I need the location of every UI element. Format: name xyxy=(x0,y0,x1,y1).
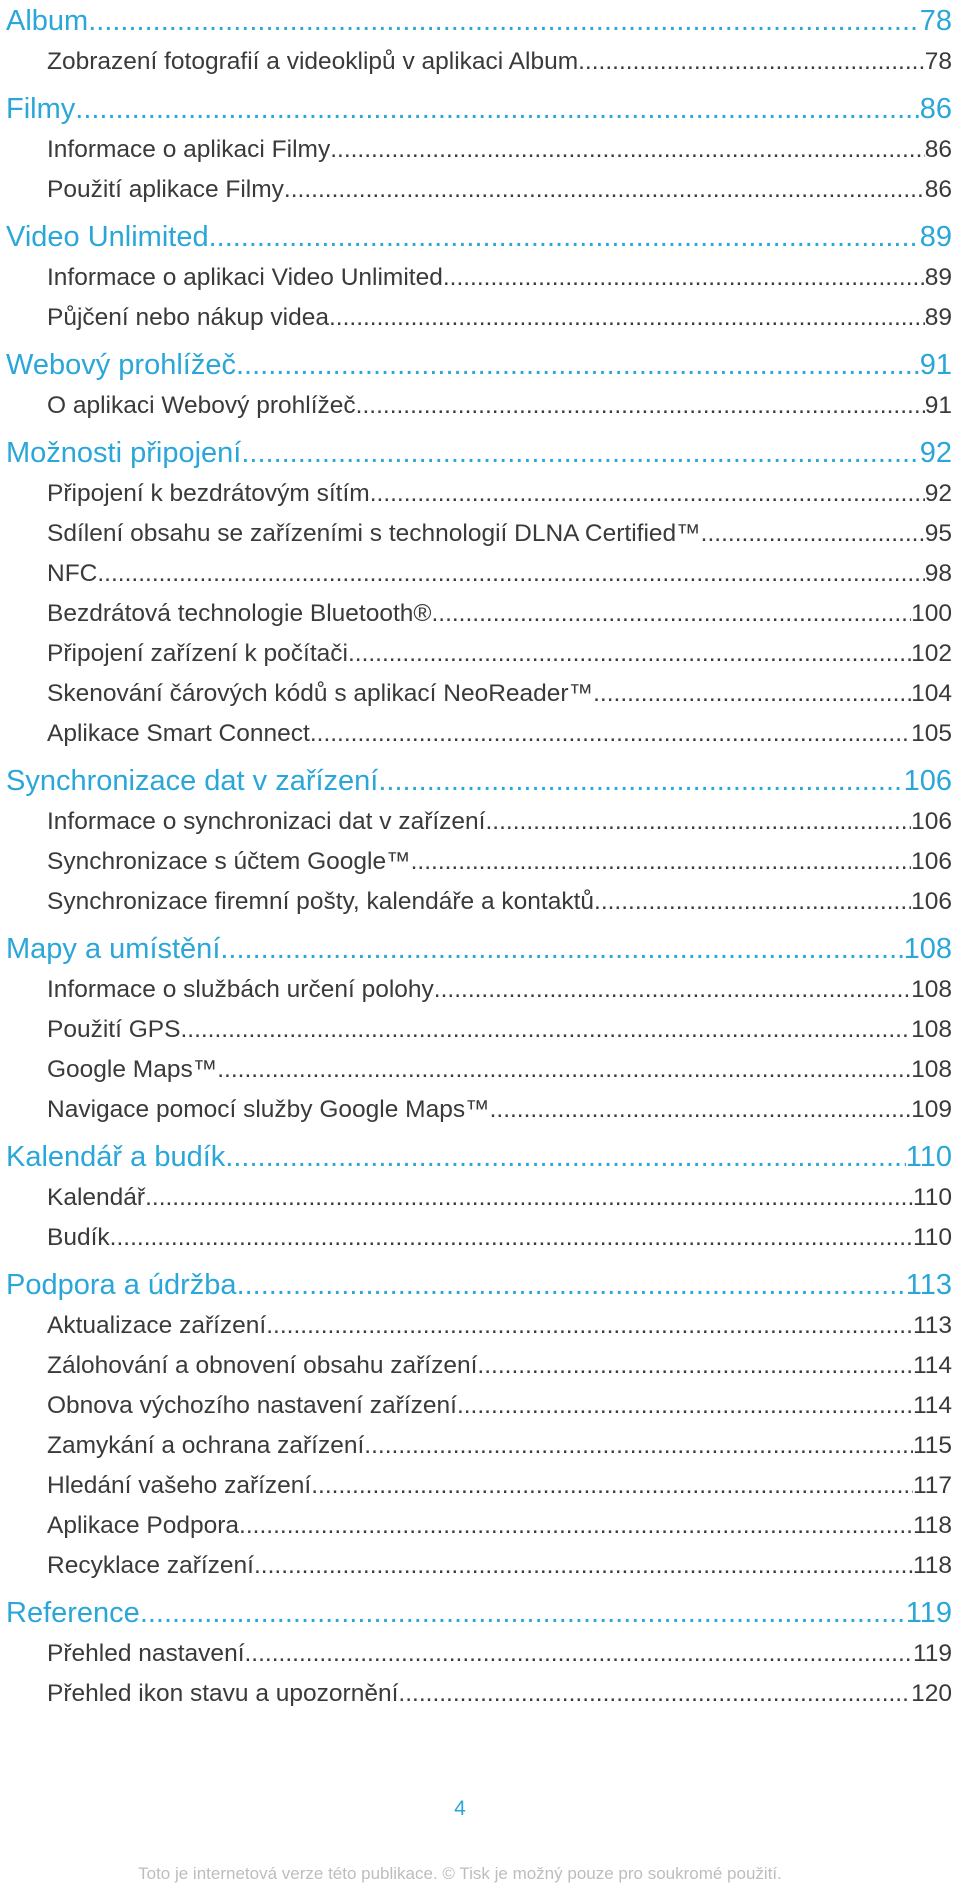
toc-subsection-entry[interactable] xyxy=(6,474,952,514)
dot-leader xyxy=(266,1306,913,1346)
toc-section-title: Reference xyxy=(6,1597,140,1629)
page-ref: 92 xyxy=(919,437,952,469)
toc-subsection-entry[interactable] xyxy=(6,1346,952,1386)
toc-subsection-entry[interactable] xyxy=(6,42,952,82)
toc-subsection-title: Sdílení obsahu se zařízeními s technologií DLNA Certified™ xyxy=(47,520,701,547)
page-ref: 108 xyxy=(911,1016,952,1043)
toc-subsection-entry[interactable] xyxy=(6,1010,952,1050)
toc-subsection-title: Obnova výchozího nastavení zařízení xyxy=(47,1392,457,1419)
toc-section-entry[interactable] xyxy=(6,432,952,474)
page-ref: 114 xyxy=(912,1392,952,1419)
page-ref: 119 xyxy=(905,1597,952,1629)
dot-leader xyxy=(431,594,911,634)
page-ref: 117 xyxy=(912,1472,952,1499)
dot-leader xyxy=(254,1546,913,1586)
page-ref: 106 xyxy=(911,808,952,835)
toc-section-entry[interactable] xyxy=(6,1136,952,1178)
page-ref: 108 xyxy=(911,1056,952,1083)
toc-subsection-entry[interactable] xyxy=(6,1466,952,1506)
toc-subsection-title: Přehled nastavení xyxy=(47,1640,245,1667)
toc-subsection-title: Informace o aplikaci Filmy xyxy=(47,136,331,163)
page-ref: 104 xyxy=(911,680,952,707)
toc-subsection-title: Zamykání a ochrana zařízení xyxy=(47,1432,365,1459)
toc-subsection-entry[interactable] xyxy=(6,1506,952,1546)
toc-section-entry[interactable] xyxy=(6,1264,952,1306)
dot-leader xyxy=(364,1426,913,1466)
toc-subsection-entry[interactable] xyxy=(6,170,952,210)
toc-subsection-entry[interactable] xyxy=(6,258,952,298)
dot-leader xyxy=(443,258,925,298)
toc-subsection-entry[interactable] xyxy=(6,594,952,634)
page-ref: 110 xyxy=(905,1141,952,1173)
page-ref: 108 xyxy=(911,976,952,1003)
toc-section-title: Album xyxy=(6,5,89,37)
dot-leader xyxy=(180,1010,911,1050)
toc-subsection-title: Hledání vašeho zařízení xyxy=(47,1472,312,1499)
dot-leader xyxy=(140,1592,906,1634)
toc-subsection-title: Připojení k bezdrátovým sítím xyxy=(47,480,370,507)
toc-subsection-title: Informace o službách určení polohy xyxy=(47,976,434,1003)
toc-subsection-entry[interactable] xyxy=(6,1090,952,1130)
toc-subsection-title: Navigace pomocí služby Google Maps™ xyxy=(47,1096,490,1123)
page-ref: 105 xyxy=(911,720,952,747)
toc-subsection-title: Použití aplikace Filmy xyxy=(47,176,284,203)
toc-subsection-title: O aplikaci Webový prohlížeč xyxy=(47,392,356,419)
dot-leader xyxy=(88,0,920,42)
toc-subsection-entry[interactable] xyxy=(6,1386,952,1426)
dot-leader xyxy=(485,802,911,842)
page-ref: 89 xyxy=(924,264,952,291)
page-ref: 92 xyxy=(924,480,952,507)
page-ref: 106 xyxy=(911,848,952,875)
toc-subsection-title: Google Maps™ xyxy=(47,1056,218,1083)
dot-leader xyxy=(330,130,925,170)
toc-section-title: Možnosti připojení xyxy=(6,437,242,469)
dot-leader xyxy=(578,42,925,82)
toc-subsection-entry[interactable] xyxy=(6,1546,952,1586)
dot-leader xyxy=(370,474,925,514)
dot-leader xyxy=(245,1634,913,1674)
toc-subsection-title: Aktualizace zařízení xyxy=(47,1312,267,1339)
dot-leader xyxy=(434,970,911,1010)
toc-subsection-entry[interactable] xyxy=(6,1306,952,1346)
dot-leader xyxy=(75,88,919,130)
dot-leader xyxy=(220,928,903,970)
toc-subsection-entry[interactable] xyxy=(6,1634,952,1674)
page-ref: 120 xyxy=(911,1680,952,1707)
toc-subsection-entry[interactable] xyxy=(6,1050,952,1090)
toc-section-entry[interactable] xyxy=(6,0,952,42)
toc-subsection-title: Informace o synchronizaci dat v zařízení xyxy=(47,808,486,835)
toc-subsection-title: Zobrazení fotografií a videoklipů v aplikaci Album xyxy=(47,48,579,75)
dot-leader xyxy=(593,674,911,714)
toc-subsection-entry[interactable] xyxy=(6,842,952,882)
page-ref: 95 xyxy=(924,520,952,547)
toc-subsection-title: NFC xyxy=(47,560,98,587)
dot-leader xyxy=(701,514,925,554)
toc-subsection-entry[interactable] xyxy=(6,714,952,754)
dot-leader xyxy=(209,216,920,258)
page-ref: 89 xyxy=(919,221,952,253)
toc-subsection-title: Synchronizace firemní pošty, kalendáře a kontaktů xyxy=(47,888,595,915)
toc-subsection-entry[interactable] xyxy=(6,386,952,426)
dot-leader xyxy=(217,1050,911,1090)
toc-subsection-entry[interactable] xyxy=(6,554,952,594)
toc-section-entry[interactable] xyxy=(6,1592,952,1634)
dot-leader xyxy=(477,1346,913,1386)
toc-subsection-entry[interactable] xyxy=(6,634,952,674)
footer-note: Toto je internetová verze této publikace. © Tisk je možný pouze pro soukromé použití. xyxy=(138,1864,782,1883)
toc-subsection-title: Informace o aplikaci Video Unlimited xyxy=(47,264,443,291)
page-ref: 118 xyxy=(912,1552,952,1579)
dot-leader xyxy=(356,386,925,426)
page-ref: 110 xyxy=(912,1224,952,1251)
page-ref: 113 xyxy=(912,1312,952,1339)
dot-leader xyxy=(398,1674,911,1714)
page-ref: 106 xyxy=(903,765,952,797)
page-ref: 91 xyxy=(919,349,952,381)
toc-section-entry[interactable] xyxy=(6,88,952,130)
toc-subsection-entry[interactable] xyxy=(6,1426,952,1466)
page-ref: 106 xyxy=(911,888,952,915)
dot-leader xyxy=(241,432,919,474)
toc-section-title: Video Unlimited xyxy=(6,221,209,253)
dot-leader xyxy=(310,714,911,754)
dot-leader xyxy=(225,1136,905,1178)
toc-subsection-title: Bezdrátová technologie Bluetooth® xyxy=(47,600,432,627)
page-ref: 110 xyxy=(912,1184,952,1211)
toc-subsection-title: Recyklace zařízení xyxy=(47,1552,254,1579)
page-ref: 78 xyxy=(919,5,952,37)
page-ref: 91 xyxy=(924,392,952,419)
toc-section-entry[interactable] xyxy=(6,928,952,970)
dot-leader xyxy=(145,1178,913,1218)
page-ref: 115 xyxy=(912,1432,952,1459)
dot-leader xyxy=(594,882,911,922)
toc-subsection-entry[interactable] xyxy=(6,1674,952,1714)
dot-leader xyxy=(490,1090,912,1130)
toc-subsection-title: Synchronizace s účtem Google™ xyxy=(47,848,411,875)
page-ref: 108 xyxy=(903,933,952,965)
toc-subsection-entry[interactable] xyxy=(6,514,952,554)
toc-subsection-title: Skenování čárových kódů s aplikací NeoReader™ xyxy=(47,680,594,707)
toc-subsection-entry[interactable] xyxy=(6,130,952,170)
toc-subsection-title: Budík xyxy=(47,1224,110,1251)
dot-leader xyxy=(284,170,925,210)
dot-leader xyxy=(237,1264,906,1306)
dot-leader xyxy=(378,760,903,802)
page-ref: 86 xyxy=(924,136,952,163)
toc-section-entry[interactable] xyxy=(6,216,952,258)
dot-leader xyxy=(97,554,924,594)
toc-subsection-entry[interactable] xyxy=(6,1178,952,1218)
page-ref: 114 xyxy=(912,1352,952,1379)
toc-subsection-title: Přehled ikon stavu a upozornění xyxy=(47,1680,399,1707)
page-ref: 118 xyxy=(912,1512,952,1539)
page-ref: 113 xyxy=(905,1269,952,1301)
dot-leader xyxy=(239,1506,913,1546)
page-ref: 100 xyxy=(911,600,952,627)
page-ref: 119 xyxy=(912,1640,952,1667)
toc-subsection-entry[interactable] xyxy=(6,970,952,1010)
page-ref: 89 xyxy=(924,304,952,331)
toc-subsection-entry[interactable] xyxy=(6,298,952,338)
dot-leader xyxy=(348,634,911,674)
toc-subsection-title: Připojení zařízení k počítači xyxy=(47,640,348,667)
toc-section-title: Synchronizace dat v zařízení xyxy=(6,765,379,797)
toc-subsection-title: Aplikace Smart Connect xyxy=(47,720,310,747)
page-ref: 86 xyxy=(924,176,952,203)
toc-section-title: Mapy a umístění xyxy=(6,933,221,965)
page-ref: 102 xyxy=(911,640,952,667)
toc-subsection-title: Použití GPS xyxy=(47,1016,181,1043)
toc-section-entry[interactable] xyxy=(6,344,952,386)
dot-leader xyxy=(236,344,920,386)
page-ref: 86 xyxy=(919,93,952,125)
toc-section-title: Podpora a údržba xyxy=(6,1269,237,1301)
toc-subsection-entry[interactable] xyxy=(6,882,952,922)
toc-subsection-title: Kalendář xyxy=(47,1184,146,1211)
dot-leader xyxy=(110,1218,913,1258)
toc-subsection-entry[interactable] xyxy=(6,1218,952,1258)
toc-subsection-title: Aplikace Podpora xyxy=(47,1512,240,1539)
toc-subsection-title: Zálohování a obnovení obsahu zařízení xyxy=(47,1352,478,1379)
toc-section-entry[interactable] xyxy=(6,760,952,802)
toc-section-title: Webový prohlížeč xyxy=(6,349,236,381)
page-ref: 78 xyxy=(924,48,952,75)
toc-section-title: Filmy xyxy=(6,93,76,125)
toc-subsection-title: Půjčení nebo nákup videa xyxy=(47,304,329,331)
page-ref: 98 xyxy=(924,560,952,587)
page-ref: 109 xyxy=(911,1096,952,1123)
page-number: 4 xyxy=(454,1797,466,1820)
toc-section-title: Kalendář a budík xyxy=(6,1141,226,1173)
dot-leader xyxy=(311,1466,913,1506)
toc-subsection-entry[interactable] xyxy=(6,802,952,842)
table-of-contents xyxy=(6,0,952,1714)
toc-subsection-entry[interactable] xyxy=(6,674,952,714)
dot-leader xyxy=(411,842,912,882)
dot-leader xyxy=(457,1386,913,1426)
dot-leader xyxy=(329,298,925,338)
